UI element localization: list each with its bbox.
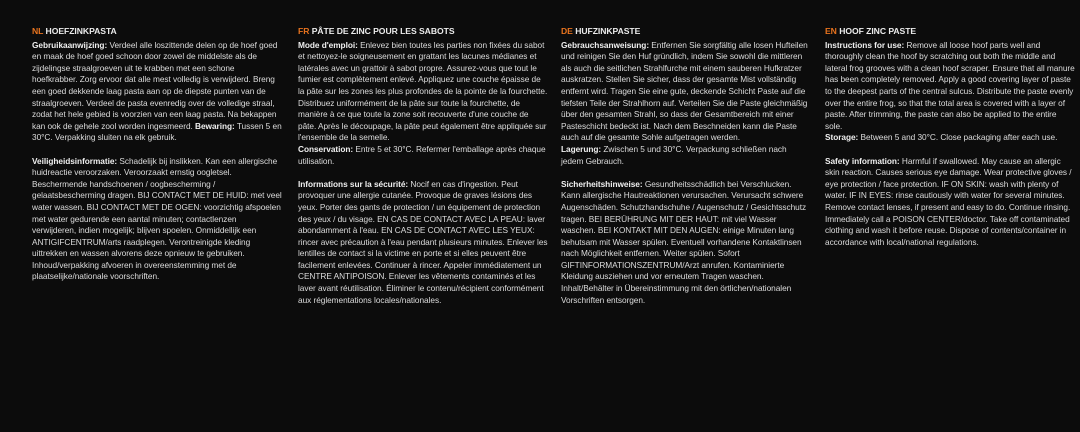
column-german — [561, 26, 811, 318]
safety-label: Informations sur la sécurité: — [298, 178, 409, 189]
instructions-paragraph — [825, 40, 1075, 144]
instructions-label: Mode d'emploi: — [298, 39, 358, 50]
safety-paragraph — [825, 156, 1075, 249]
instructions-text: Entfernen Sie sorgfältig alle losen Hufteilen und reinigen Sie den Huf gründlich, indem Sie sowohl die mittleren als auch die seitlichen Strahlfurche mit einem sauberen Hufkratzer auskratzen. Stellen Sie sicher, dass der gesamte Mist vollständig entfernt wird. Tragen Sie eine gute, deckende Schicht Paste auf die tiefsten Teile der Strahlhorn auf. Verteilen Sie die Paste gleichmäßig über den gesamten Strahl, so dass der Gesamtbereich mit einer Pasteschicht bedeckt ist. Nach dem Beschneiden kann die Paste auch auf die gesamte Sohle aufgetragen werden. — [561, 39, 808, 143]
section-heading — [825, 26, 1075, 38]
safety-label: Veiligheidsinformatie: — [32, 155, 118, 166]
column-french — [298, 26, 548, 318]
safety-paragraph — [561, 179, 811, 307]
product-title: HUFZINKPASTE — [575, 26, 641, 36]
instructions-paragraph — [561, 40, 811, 168]
instructions-label: Gebrauchsanweisung: — [561, 39, 650, 50]
safety-text: Nocif en cas d'ingestion. Peut provoquer une allergie cutanée. Provoque de graves lésions des yeux. Porter des gants de protection / un équipement de protection des yeux / du visage. EN CAS DE CONTACT AVEC LA PEAU: laver abondamment à l'eau. EN CAS DE CONTACT AVEC LES YEUX: rincer avec précaution à l'eau pendant plusieurs minutes. Enlever les lentilles de contact si la victime en porte et si elles peuvent être facilement enlevées. Continuer à rincer. Appeler immédiatement un CENTRE ANTIPOISON. Enlever les vêtements contaminés et les laver avant réutilisation. Éliminer le contenu/récipient conformément aux réglementations locales/nationales. — [298, 178, 548, 305]
safety-paragraph — [32, 156, 282, 284]
language-code: EN — [825, 26, 837, 36]
language-code: NL — [32, 26, 44, 36]
storage-label: Bewaring: — [195, 120, 235, 131]
storage-label: Conservation: — [298, 143, 354, 154]
storage-label: Lagerung: — [561, 143, 602, 154]
section-heading — [298, 26, 548, 38]
instructions-label: Gebruikaanwijzing: — [32, 39, 108, 50]
product-title: PÂTE DE ZINC POUR LES SABOTS — [311, 26, 455, 36]
section-heading — [561, 26, 811, 38]
safety-text: Gesundheitsschädlich bei Verschlucken. Kann allergische Hautreaktionen verursachen. Verursacht schwere Augenschäden. Schutzhandschuhe / Augenschutz / Gesichtsschutz tragen. BEI BERÜHRUNG MIT DER HAUT: mit viel Wasser waschen. BEI KONTAKT MIT DEN AUGEN: einige Minuten lang behutsam mit Wasser spülen. Eventuell vorhandene Kontaktlinsen nach Möglichkeit entfernen. Weiter spülen. Sofort GIFTINFORMATIONSZENTRUM/Arzt anrufen. Kontaminierte Kleidung ausziehen und vor erneutem Tragen waschen. Inhalt/Behälter in Übereinstimmung mit den örtlichen/nationalen Vorschriften entsorgen. — [561, 178, 807, 305]
instructions-paragraph — [32, 40, 282, 144]
storage-label: Storage: — [825, 132, 859, 143]
instructions-label: Instructions for use: — [825, 39, 905, 50]
storage-text: Entre 5 et 30°C. Refermer l'emballage après chaque utilisation. — [298, 143, 546, 166]
safety-paragraph — [298, 179, 548, 307]
safety-text: Harmful if swallowed. May cause an allergic skin reaction. Causes serious eye damage. Wear protective gloves / eye protection / face protection. IF ON SKIN: wash with plenty of water. IF IN EYES: rinse cautiously with water for several minutes. Remove contact lenses, if present and easy to do. Continue rinsing. Immediately call a POISON CENTER/doctor. Take off contaminated clothing and wash it before reuse. Dispose of contents/container in accordance with local/national regulations. — [825, 155, 1072, 247]
instructions-text: Remove all loose hoof parts well and thoroughly clean the hoof by scratching out both the middle and lateral frog grooves with a clean hoof scraper. Ensure that all manure has been completely removed. Apply a good covering layer of paste to the deepest parts of the central sulcus. Distribute the paste evenly over the entire frog, so that the total area is covered with a layer of paste. After trimming, the paste can also be applied to the entire sole. — [825, 39, 1075, 131]
column-english — [825, 26, 1075, 260]
instructions-text: Enlevez bien toutes les parties non fixées du sabot et nettoyez-le soigneusement en grattant les lacunes médianes et latérales avec un grattoir à sabot propre. Assurez-vous que tout le fumier est complètement enlevé. Appliquez une couche épaisse de la pâte sur les zones les plus profondes de la pointe de la fourchette. Distribuez uniformément de la pâte sur toute la fourchette, de manière à ce que toute la zone soit recouverte d'une couche de pâte. Après le découpage, la pâte peut également être appliquée sur l'ensemble de la semelle. — [298, 39, 548, 143]
instructions-text: Verdeel alle loszittende delen op de hoef goed en maak de hoef goed schoon door zowel de middelste als de zijdelingse straalgroeven uit te krabben met een schone hoefkrabber. Zorg ervoor dat alle mest volledig is verwijderd. Breng een goed dekkende laag pasta aan op de diepste punten van de straalgroeven. Verdeel de pasta evenredig over de volledige straal, zodat het hele gebied is voorzien van een laag pasta. Na bekappen kan ook de gehele zool worden ingesmeerd. — [32, 39, 278, 131]
section-heading — [32, 26, 282, 38]
language-code: DE — [561, 26, 573, 36]
column-dutch — [32, 26, 282, 295]
storage-text: Zwischen 5 und 30°C. Verpackung schließen nach jedem Gebrauch. — [561, 143, 787, 166]
safety-text: Schadelijk bij inslikken. Kan een allergische huidreactie veroorzaken. Veroorzaakt ernstig oogletsel. Beschermende handschoenen / oogbescherming / gelaatsbescherming dragen. BIJ CONTACT MET DE HUID: met veel water wassen. BIJ CONTACT MET DE OGEN: voorzichtig afspoelen met water gedurende een aantal minuten; contactlenzen verwijderen, indien mogelijk; blijven spoelen. Onmiddellijk een ANTIGIFCENTRUM/arts raadplegen. Verontreinigde kleding uittrekken en wassen alvorens deze opnieuw te gebruiken. Inhoud/verpakking afvoeren in overeenstemming met de plaatselijke/nationale voorschriften. — [32, 155, 282, 282]
storage-text: Between 5 and 30°C. Close packaging after each use. — [860, 132, 1058, 143]
safety-label: Sicherheitshinweise: — [561, 178, 643, 189]
instructions-paragraph — [298, 40, 548, 168]
safety-label: Safety information: — [825, 155, 900, 166]
product-title: HOEFZINKPASTA — [45, 26, 117, 36]
language-code: FR — [298, 26, 310, 36]
product-title: HOOF ZINC PASTE — [839, 26, 917, 36]
storage-text: Tussen 5 en 30°C. Verpakking sluiten na elk gebruik. — [32, 120, 282, 143]
